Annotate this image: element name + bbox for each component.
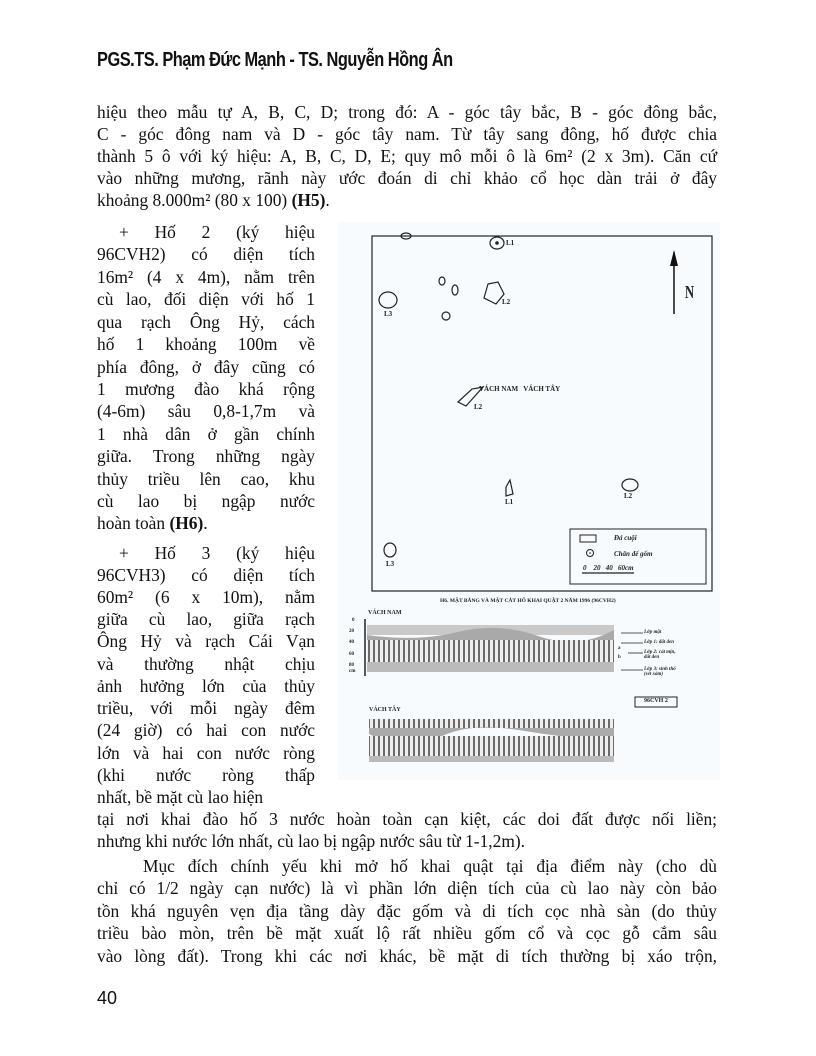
text-line: Ông Hỷ và rạch Cái Vạn xyxy=(97,631,315,651)
text-run: khoảng 8.000m² (80 x 100) xyxy=(97,190,292,210)
north-arrow-icon xyxy=(670,250,678,314)
text-line: và thường nhật chịu xyxy=(97,654,315,674)
text-line: 16m² (4 x 4m), nằm trên xyxy=(97,267,315,287)
running-header: PGS.TS. Phạm Đức Mạnh - TS. Nguyễn Hồng Ân xyxy=(97,49,453,71)
text-line: vào những mương, rãnh này ước đoán di chỉ khảo cổ học dàn trải ở đây xyxy=(97,168,717,188)
text-line: hố 1 khoảng 100m về xyxy=(97,334,315,354)
text-line: + Hố 2 (ký hiệu xyxy=(119,222,315,242)
stone-legend-icon xyxy=(580,535,596,542)
figure-drawing xyxy=(338,222,720,780)
figure-ref: (H5) xyxy=(291,190,326,210)
legend-stone: Đá cuội xyxy=(614,534,637,542)
south-wall-label: VÁCH NAM xyxy=(368,610,402,616)
stone-label: L2 xyxy=(624,492,633,500)
section-labels: VÁCH NAM VÁCH TÂY xyxy=(479,385,561,393)
layer-label: Lớp 3: sinh thổ (sét xám) xyxy=(644,667,676,677)
stone-label: L3 xyxy=(386,560,395,568)
section-west xyxy=(369,719,614,762)
text-line: lớn và hai con nước ròng xyxy=(97,743,315,763)
text-line: 1 mương đào khá rộng xyxy=(97,379,315,399)
layer-label: Lớp 1: đất đen xyxy=(644,640,675,645)
text-line: thành 5 ô với ký hiệu: A, B, C, D, E; quy mô mỗi ô là 6m² (2 x 3m). Căn cứ xyxy=(97,146,717,166)
text-line: cù lao, đối diện với hố 1 xyxy=(97,289,315,309)
depth-tick: 20 xyxy=(349,629,354,634)
text-line: nhưng khi nước lớn nhất, cù lao bị ngập nước sâu từ 1-1,2m). xyxy=(97,831,526,851)
text-line xyxy=(97,512,315,534)
text-run: hoàn toàn xyxy=(97,513,170,533)
text-line: nhất, bề mặt cù lao hiện xyxy=(97,787,264,807)
text-line: 60m² (6 x 10m), nằm xyxy=(97,587,315,607)
text-line: phía đông, ở đây cũng có xyxy=(97,357,315,377)
text-run: . xyxy=(203,513,208,533)
text-run: . xyxy=(325,190,330,210)
sublayer-label: b xyxy=(618,655,621,660)
legend-pottery: Chân đế gốm xyxy=(614,550,653,558)
legend-scale: 0 20 40 60cm xyxy=(583,564,634,572)
text-line: triều, với mỗi ngày đêm xyxy=(97,698,315,718)
stones xyxy=(379,233,638,557)
text-line: thủy triều lên cao, khu xyxy=(97,469,315,489)
text-line: Mục đích chính yếu khi mở hố khai quật tại địa điểm này (cho dù xyxy=(143,856,717,876)
figure-ref: (H6) xyxy=(169,513,204,533)
text-line: qua rạch Ông Hỷ, cách xyxy=(97,312,315,332)
stone-label: L1 xyxy=(505,498,514,506)
text-line: giữa cù lao, giữa rạch xyxy=(97,609,315,629)
section-south xyxy=(365,619,614,676)
sublayer-label: a xyxy=(618,646,621,651)
depth-tick: 80 xyxy=(349,663,354,668)
pit-code: 96CVH 2 xyxy=(644,698,668,704)
text-line: hiệu theo mẫu tự A, B, C, D; trong đó: A - góc tây bắc, B - góc đông bắc, xyxy=(97,102,717,122)
text-line: C - góc đông nam và D - góc tây nam. Từ tây sang đông, hố được chia xyxy=(97,124,717,144)
text-line: vào lòng đất). Trong khi các nơi khác, bề mặt di tích thường bị xáo trộn, xyxy=(97,946,717,966)
layer-label: Lớp 2: cát mịn, đất đen xyxy=(644,650,676,660)
text-line: 96CVH3) có diện tích xyxy=(97,565,315,585)
west-wall-label: VÁCH TÂY xyxy=(369,707,401,713)
text-line: (4-6m) sâu 0,8-1,7m và xyxy=(97,401,315,421)
depth-tick: 40 xyxy=(349,640,354,645)
stone-label: L3 xyxy=(384,310,393,318)
layer-arrows xyxy=(621,633,643,670)
text-line: 96CVH2) có diện tích xyxy=(97,244,315,264)
text-line: 1 nhà dân ở gần chính xyxy=(97,424,315,444)
text-line: giữa. Trong những ngày xyxy=(97,446,315,466)
text-line xyxy=(97,189,717,211)
text-line: (24 giờ) có hai con nước xyxy=(97,720,315,740)
depth-tick: 0 xyxy=(352,618,355,623)
text-line: ảnh hưởng lớn của thủy xyxy=(97,676,315,696)
text-line: chỉ có 1/2 ngày cạn nước) là vì phần lớn diện tích của cù lao này còn bảo xyxy=(97,878,717,898)
layer-label: Lớp mặt xyxy=(644,630,662,635)
text-line: + Hố 3 (ký hiệu xyxy=(119,543,315,563)
depth-tick: cm xyxy=(349,669,356,674)
figure-caption: H6. MẶT BẰNG VÀ MẶT CẮT HỐ KHAI QUẬT 2 NĂM 1996 (96CVH2) xyxy=(440,598,616,604)
plan-frame xyxy=(372,236,712,591)
stone-label: L2 xyxy=(474,403,483,411)
page-number: 40 xyxy=(97,988,118,1008)
text-line: cù lao bị ngập nước xyxy=(97,491,315,511)
depth-tick: 60 xyxy=(349,652,354,657)
text-line: (khi nước ròng thấp xyxy=(97,765,315,785)
stone-label: L1 xyxy=(506,239,515,247)
text-line: tại nơi khai đào hố 3 nước hoàn toàn cạn kiệt, các doi đất được nối liền; xyxy=(97,809,717,829)
text-line: triều bào mòn, trên bề mặt xuất lộ rất nhiều gốm cổ và cọc gỗ cắm sâu xyxy=(97,923,717,943)
north-label: N xyxy=(684,282,695,302)
figure-h6 xyxy=(338,222,720,780)
stone-label: L2 xyxy=(502,298,511,306)
text-line: tồn khá nguyên vẹn địa tầng dày đặc gốm và di tích cọc nhà sàn (do thủy xyxy=(97,901,717,921)
